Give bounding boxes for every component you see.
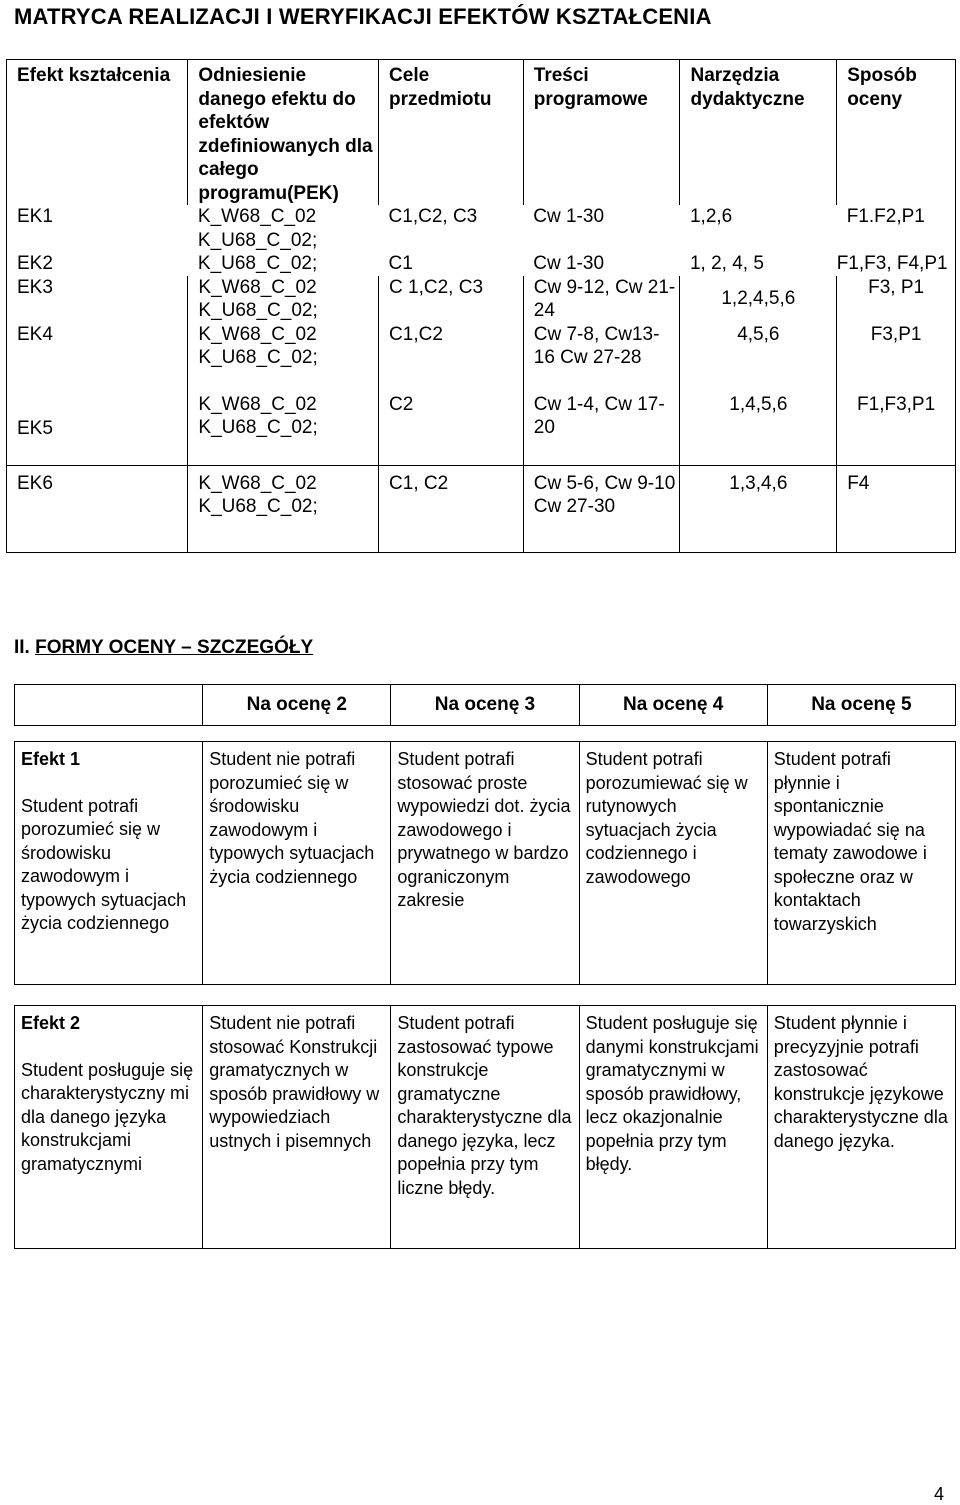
grade-2-cell: Student nie potrafi porozumieć się w środowisku zawodowym i typowych sytuacjach życia codziennego bbox=[203, 742, 391, 985]
cele-cell: C1 bbox=[388, 253, 413, 274]
grade-4-cell: Student potrafi porozumiewać się w rutynowych sytuacjach życia codziennego i zawodowego bbox=[579, 742, 767, 985]
table-row bbox=[7, 323, 956, 393]
odniesienie-cell: K_W68_C_02 K_U68_C_02; bbox=[188, 276, 379, 323]
narzedzia-cell: 1,2,6 bbox=[689, 206, 733, 227]
tresci-cell: Cw 7-8, Cw13-16 Cw 27-28 bbox=[523, 323, 680, 393]
efekt-cell: EK5 bbox=[7, 393, 188, 466]
narzedzia-cell: 1,3,4,6 bbox=[680, 465, 837, 552]
efekt-cell: EK6 bbox=[7, 465, 188, 552]
effect-cell bbox=[15, 1006, 203, 1249]
tresci-cell: Cw 5-6, Cw 9-10 Cw 27-30 bbox=[523, 465, 680, 552]
grade-5-cell: Student płynnie i precyzyjnie potrafi zastosować konstrukcje językowe charakterystyczne dla danego języka. bbox=[767, 1006, 955, 1249]
header-cell: Odniesienie danego efektu do efektów zdefiniowanych dla całego programu(PEK) bbox=[188, 60, 379, 206]
ocena-cell: F1,F3,P1 bbox=[837, 393, 956, 466]
table-row bbox=[7, 205, 956, 252]
grade-2-cell: Student nie potrafi stosować Konstrukcji gramatycznych w sposób prawidłowy w wypowiedziach ustnych i pisemnych bbox=[203, 1006, 391, 1249]
table-row bbox=[7, 465, 956, 552]
narzedzia-cell: 1,2,4,5,6 bbox=[680, 276, 837, 323]
narzedzia-cell: 1,4,5,6 bbox=[680, 393, 837, 466]
odniesienie-cell: K_W68_C_02 K_U68_C_02; bbox=[188, 393, 379, 466]
realization-matrix bbox=[6, 59, 956, 553]
odniesienie-cell: K_W68_C_02 K_U68_C_02; bbox=[197, 206, 318, 251]
section-number: II. bbox=[14, 637, 36, 658]
effect-description: Student potrafi porozumieć się w środowisku zawodowym i typowych sytuacjach życia codziennego bbox=[21, 795, 187, 933]
grades-table bbox=[14, 684, 956, 1249]
odniesienie-cell: K_W68_C_02 K_U68_C_02; bbox=[188, 323, 379, 393]
odniesienie-cell: K_U68_C_02; bbox=[197, 253, 318, 274]
header-cell: Treści programowe bbox=[523, 60, 680, 206]
table-row bbox=[7, 252, 956, 276]
table-row bbox=[15, 1006, 956, 1249]
header-cell: Na ocenę 3 bbox=[391, 685, 579, 726]
cele-cell: C2 bbox=[379, 393, 524, 466]
ocena-cell: F3, P1 bbox=[837, 276, 956, 323]
tresci-cell: Cw 1-30 bbox=[533, 206, 605, 227]
header-cell: Na ocenę 2 bbox=[203, 685, 391, 726]
header-cell: Narzędzia dydaktyczne bbox=[680, 60, 837, 206]
header-cell: Na ocenę 5 bbox=[767, 685, 955, 726]
cele-cell: C1,C2, C3 bbox=[388, 206, 478, 227]
grade-5-cell: Student potrafi płynnie i spontanicznie wypowiadać się na tematy zawodowe i społeczne oraz w kontaktach towarzyskich bbox=[767, 742, 955, 985]
efekt-cell: EK1 bbox=[7, 205, 188, 252]
grade-3-cell: Student potrafi stosować proste wypowiedzi dot. życia zawodowego i prywatnego w bardzo ograniczonym zakresie bbox=[391, 742, 579, 985]
effect-label: Efekt 2 bbox=[21, 1013, 81, 1033]
header-cell: Efekt kształcenia bbox=[7, 60, 188, 206]
matrix-header-row bbox=[7, 60, 956, 206]
ocena-cell: F4 bbox=[837, 465, 956, 552]
cele-cell: C1,C2 bbox=[379, 323, 524, 393]
ocena-cell: F3,P1 bbox=[837, 323, 956, 393]
table-row bbox=[7, 276, 956, 323]
grade-4-cell: Student posługuje się danymi konstrukcjami gramatycznymi w sposób prawidłowy, lecz okazjonalnie popełnia przy tym błędy. bbox=[579, 1006, 767, 1249]
tresci-cell: Cw 1-30 bbox=[533, 253, 605, 274]
tresci-cell: Cw 9-12, Cw 21-24 bbox=[523, 276, 680, 323]
effect-description: Student posługuje się charakterystyczny mi dla danego języka konstrukcjami gramatycznymi bbox=[21, 1059, 194, 1174]
header-cell: Na ocenę 4 bbox=[579, 685, 767, 726]
narzedzia-cell: 1, 2, 4, 5 bbox=[689, 253, 764, 274]
odniesienie-cell: K_W68_C_02 K_U68_C_02; bbox=[188, 465, 379, 552]
efekt-cell: EK2 bbox=[7, 252, 188, 276]
header-cell bbox=[15, 685, 203, 726]
table-row bbox=[7, 393, 956, 466]
tresci-cell: Cw 1-4, Cw 17-20 bbox=[523, 393, 680, 466]
ocena-cell: F1,F3, F4,P1 bbox=[837, 252, 956, 276]
page-title: MATRYCA REALIZACJI I WERYFIKACJI EFEKTÓW KSZTAŁCENIA bbox=[14, 4, 712, 29]
header-cell: Sposób oceny bbox=[837, 60, 956, 206]
header-cell: Cele przedmiotu bbox=[379, 60, 524, 206]
ocena-cell: F1.F2,P1 bbox=[837, 205, 956, 252]
section-heading bbox=[14, 637, 313, 659]
page-number: 4 bbox=[933, 1484, 944, 1504]
cele-cell: C1, C2 bbox=[379, 465, 524, 552]
grade-3-cell: Student potrafi zastosować typowe konstrukcje gramatyczne charakterystyczne dla danego języka, lecz popełnia przy tym liczne błędy. bbox=[391, 1006, 579, 1249]
grades-header-row bbox=[15, 685, 956, 726]
efekt-cell: EK3 bbox=[7, 276, 188, 323]
table-row bbox=[15, 742, 956, 985]
section-title: FORMY OCENY – SZCZEGÓŁY bbox=[35, 637, 314, 658]
effect-cell bbox=[15, 742, 203, 985]
cele-cell: C 1,C2, C3 bbox=[379, 276, 524, 323]
efekt-cell: EK4 bbox=[7, 323, 188, 393]
effect-label: Efekt 1 bbox=[21, 749, 81, 769]
narzedzia-cell: 4,5,6 bbox=[680, 323, 837, 393]
